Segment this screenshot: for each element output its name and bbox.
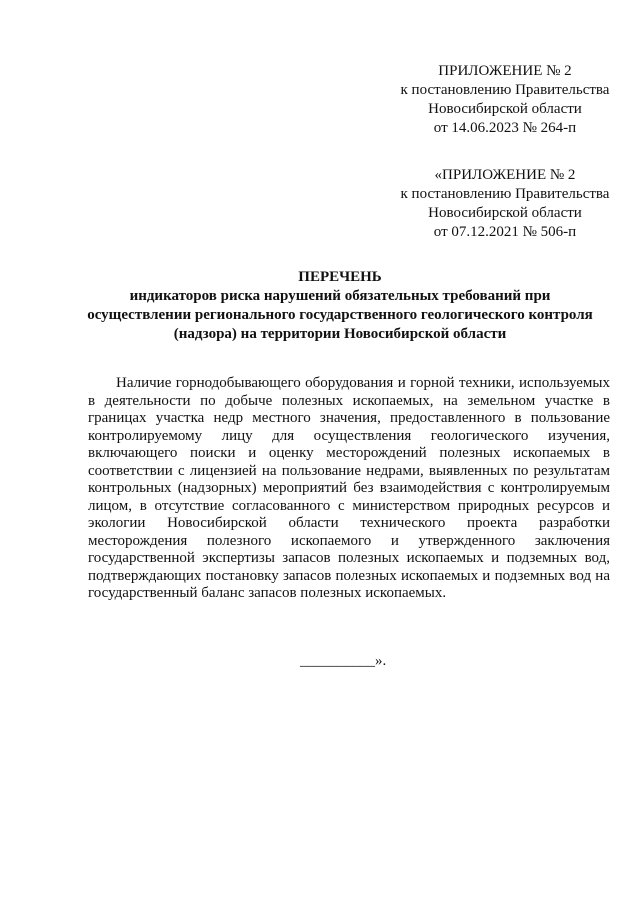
title-line: осуществлении регионального государственного геологического контроля (87, 307, 593, 323)
title-heading: ПЕРЕЧЕНЬ (298, 269, 382, 285)
title-line: (надзора) на территории Новосибирской области (173, 326, 507, 342)
appendix-resolution-line: к постановлению Правительства (400, 186, 610, 202)
appendix-header-previous (385, 166, 625, 242)
appendix-resolution-line: к постановлению Правительства (400, 82, 610, 98)
appendix-date-line: от 07.12.2021 № 506-п (433, 224, 577, 240)
appendix-date-line: от 14.06.2023 № 264-п (433, 120, 577, 136)
appendix-title: «ПРИЛОЖЕНИЕ № 2 (434, 167, 576, 183)
appendix-region-line: Новосибирской области (428, 205, 582, 221)
body-paragraph: Наличие горнодобывающего оборудования и горной техники, используемых в деятельности по добыче полезных ископаемых, на земельном участке в границах участка недр местного значения, предоставленного в пользование контролируемому лицу для осуществления геологического изучения, включающего поиски и оценку месторождений полезных ископаемых в соответствии с лицензией на пользование недрами, выявленных по результатам контрольных (надзорных) мероприятий без взаимодействия с контролируемым лицом, в отсутствие согласованного с министерством природных ресурсов и экологии Новосибирской области технического проекта разработки месторождения полезного ископаемого и утвержденного заключения государственной экспертизы запасов полезных ископаемых и подземных вод, подтверждающих постановку запасов полезных ископаемых и подземных вод на государственный баланс запасов полезных ископаемых. (88, 375, 610, 601)
appendix-region-line: Новосибирской области (428, 101, 582, 117)
appendix-title: ПРИЛОЖЕНИЕ № 2 (438, 63, 572, 79)
title-line: индикаторов риска нарушений обязательных требований при (129, 288, 551, 304)
appendix-header-current (385, 62, 625, 138)
closing-mark: __________». (300, 653, 387, 669)
document-title (60, 268, 620, 344)
